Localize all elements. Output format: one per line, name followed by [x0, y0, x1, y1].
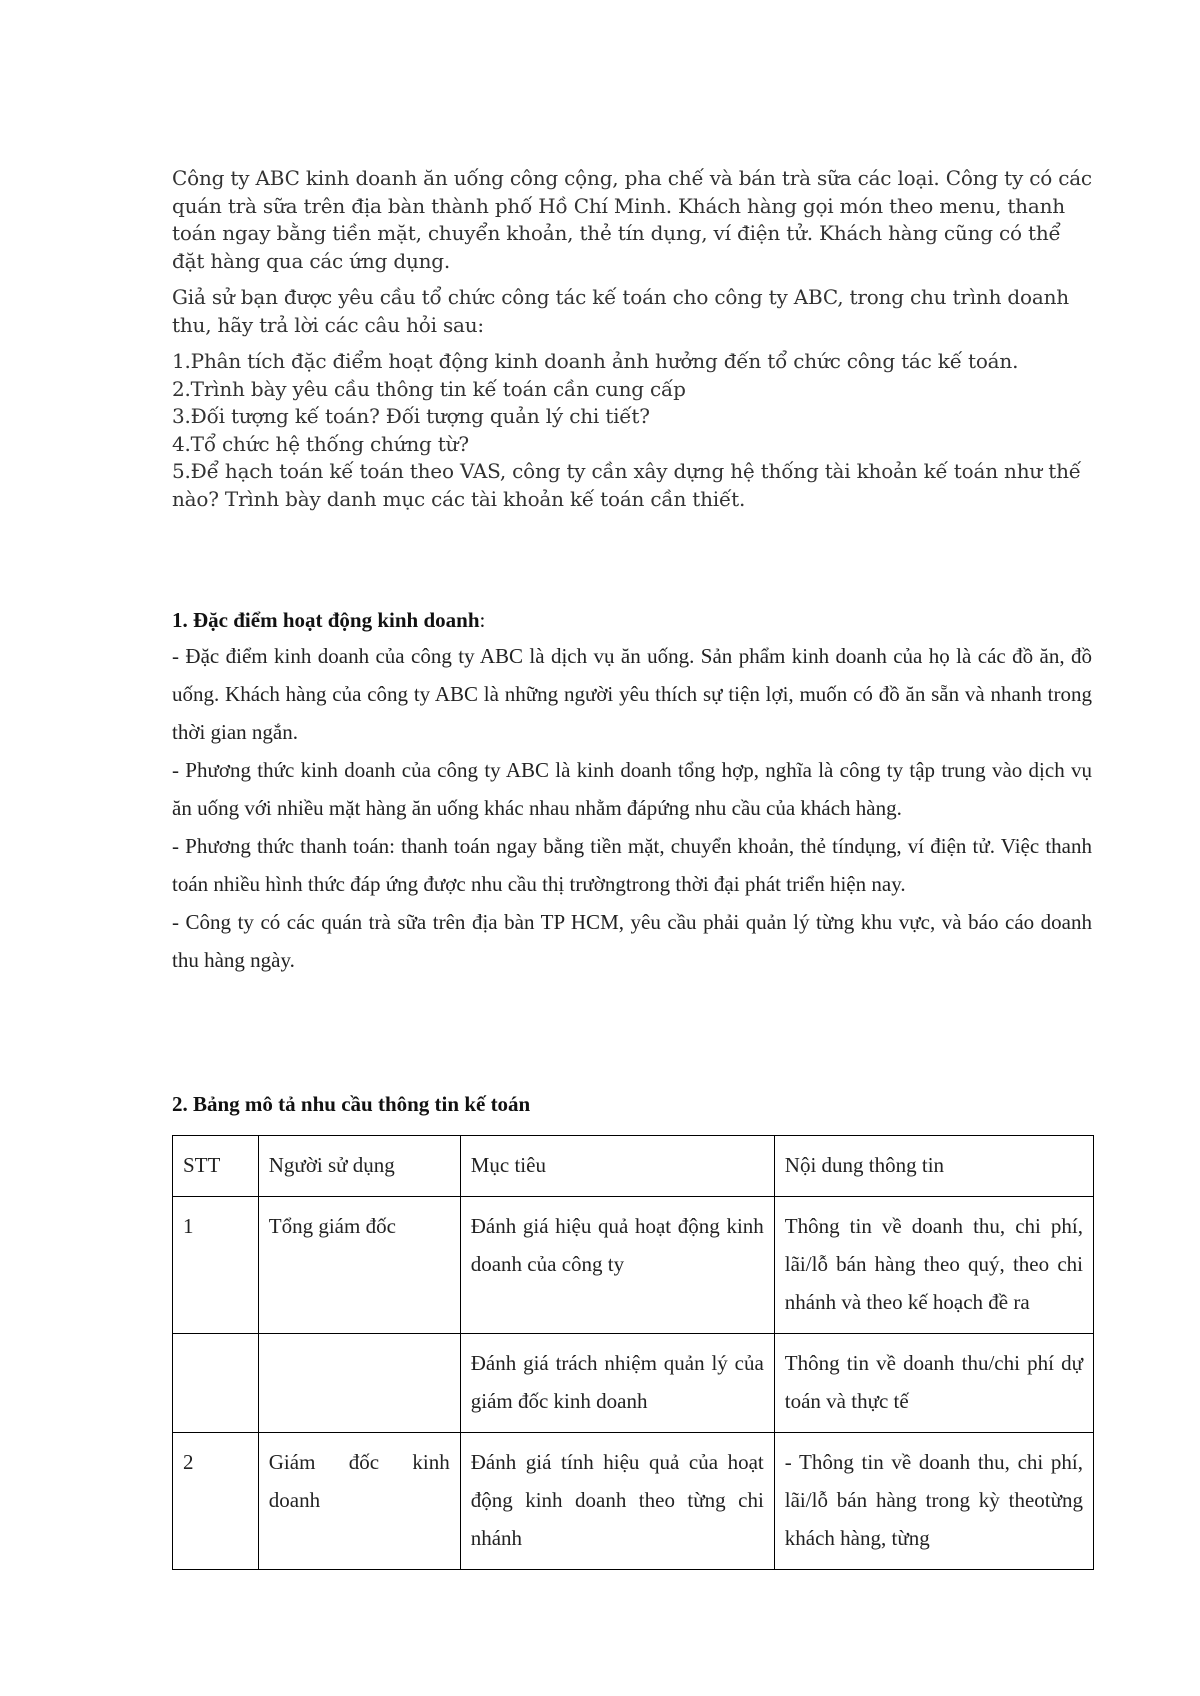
question-item: 3.Đối tượng kế toán? Đối tượng quản lý chi tiết?	[172, 404, 650, 428]
intro-paragraph-2: Giả sử bạn được yêu cầu tổ chức công tác kế toán cho công ty ABC, trong chu trình doanh thu, hãy trả lời các câu hỏi sau:	[172, 285, 1069, 337]
section-1-paragraph: - Phương thức thanh toán: thanh toán ngay bằng tiền mặt, chuyển khoản, thẻ tíndụng, ví điện tử. Việc thanh toán nhiều hình thức đáp ứng được nhu cầu thị trườngtrong thời đại phát triển hiện nay.	[172, 834, 1092, 896]
table-row	[173, 1334, 1094, 1433]
question-item: 1.Phân tích đặc điểm hoạt động kinh doanh ảnh hưởng đến tổ chức công tác kế toán.	[172, 349, 1019, 373]
table-cell: 1	[173, 1197, 259, 1334]
section-1-heading	[172, 603, 1092, 637]
table-cell: Đánh giá hiệu quả hoạt động kinh doanh của công ty	[460, 1197, 774, 1334]
table-cell: Tổng giám đốc	[258, 1197, 460, 1334]
intro-paragraph-1: Công ty ABC kinh doanh ăn uống công cộng, pha chế và bán trà sữa các loại. Công ty có các quán trà sữa trên địa bàn thành phố Hồ Chí Minh. Khách hàng gọi món theo menu, thanh toán ngay bằng tiền mặt, chuyển khoản, thẻ tín dụng, ví điện tử. Khách hàng cũng có thể đặt hàng qua các ứng dụng.	[172, 166, 1092, 273]
section-1-title: 1. Đặc điểm hoạt động kinh doanh	[172, 608, 480, 632]
section-2-title: Bảng mô tả nhu cầu thông tin kế toán	[193, 1092, 531, 1116]
question-item: 2.Trình bày yêu cầu thông tin kế toán cần cung cấp	[172, 376, 686, 401]
section-business-characteristics	[172, 603, 1092, 979]
table-cell	[173, 1334, 259, 1433]
section-1-paragraph: - Đặc điểm kinh doanh của công ty ABC là dịch vụ ăn uống. Sản phẩm kinh doanh của họ là các đồ ăn, đồ uống. Khách hàng của công ty ABC là những người yêu thích sự tiện lợi, muốn có đồ ăn sẵn và nhanh trong thời gian ngắn.	[172, 644, 1092, 744]
assignment-intro	[172, 165, 1092, 513]
header-cell-user: Người sử dụng	[258, 1136, 460, 1197]
table-cell: Đánh giá trách nhiệm quản lý của giám đốc kinh doanh	[460, 1334, 774, 1433]
header-cell-objective: Mục tiêu	[460, 1136, 774, 1197]
header-cell-content: Nội dung thông tin	[774, 1136, 1093, 1197]
question-item: 5.Để hạch toán kế toán theo VAS, công ty cần xây dựng hệ thống tài khoản kế toán như thế nào? Trình bày danh mục các tài khoản kế toán cần thiết.	[172, 459, 1081, 511]
table-cell	[258, 1334, 460, 1433]
table-cell: Đánh giá tính hiệu quả của hoạt động kinh doanh theo từng chi nhánh	[460, 1433, 774, 1570]
table-header-row	[173, 1136, 1094, 1197]
section-information-needs	[172, 1087, 1092, 1570]
question-list	[172, 348, 1092, 513]
section-1-paragraph: - Công ty có các quán trà sữa trên địa bàn TP HCM, yêu cầu phải quản lý từng khu vực, và báo cáo doanh thu hàng ngày.	[172, 910, 1092, 972]
section-1-colon: :	[479, 608, 486, 632]
table-cell: Thông tin về doanh thu, chi phí, lãi/lỗ bán hàng theo quý, theo chi nhánh và theo kế hoạch đề ra	[774, 1197, 1093, 1334]
section-2-number: 2.	[172, 1092, 193, 1116]
table-cell: - Thông tin về doanh thu, chi phí, lãi/lỗ bán hàng trong kỳ theotừng khách hàng, từng	[774, 1433, 1093, 1570]
document-page	[172, 165, 1092, 1550]
table-cell: Thông tin về doanh thu/chi phí dự toán và thực tế	[774, 1334, 1093, 1433]
table-row	[173, 1197, 1094, 1334]
table-cell: Giám đốc kinh doanh	[258, 1433, 460, 1570]
section-1-paragraph: - Phương thức kinh doanh của công ty ABC là kinh doanh tổng hợp, nghĩa là công ty tập trung vào dịch vụ ăn uống với nhiều mặt hàng ăn uống khác nhau nhằm đápứng nhu cầu của khách hàng.	[172, 758, 1092, 820]
table-row	[173, 1433, 1094, 1570]
table-cell: 2	[173, 1433, 259, 1570]
header-cell-stt: STT	[173, 1136, 259, 1197]
section-2-heading	[172, 1087, 1092, 1121]
information-needs-table	[172, 1135, 1094, 1570]
question-item: 4.Tổ chức hệ thống chứng từ?	[172, 431, 469, 456]
